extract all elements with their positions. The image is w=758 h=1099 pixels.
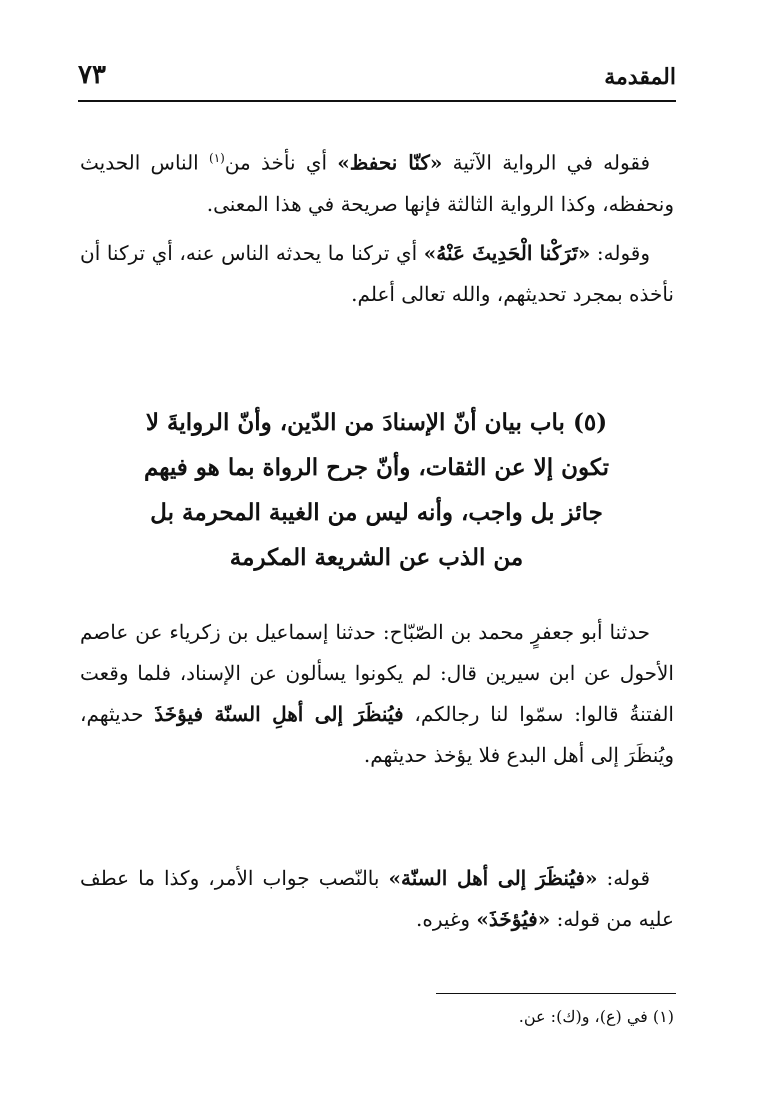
- text-run: أي نأخذ من: [224, 150, 338, 175]
- commentary-paragraph: [80, 858, 674, 940]
- quoted-phrase: «تَرَكْنا الْحَدِيثَ عَنْهُ»: [423, 240, 591, 265]
- text-run: حديثهم، ويُنظَرَ إلى أهل البدع فلا يؤخذ حديثهم.: [80, 702, 674, 767]
- running-title: المقدمة: [604, 64, 676, 90]
- commentary-paragraph: [80, 233, 674, 315]
- commentary-section: [80, 858, 674, 940]
- chapter-heading: (٥) باب بيان أنّ الإسنادَ من الدّين، وأنّ الروايةَ لا تكون إلا عن الثقات، وأنّ جرح الرواة بما هو فيهم جائز بل واجب، وأنه ليس من الغيبة المحرمة بل من الذب عن الشريعة المكرمة: [143, 409, 610, 571]
- hadith-section: [80, 612, 674, 776]
- hadith-paragraph: [80, 612, 674, 776]
- footnote-reference: (١): [209, 151, 225, 165]
- text-run: أي تركنا ما يحدثه الناس عنه، أي تركنا أن نأخذه بمجرد تحديثهم، والله تعالى أعلم.: [80, 240, 674, 306]
- text-run: وقوله:: [590, 240, 651, 265]
- emphasized-phrase: فيُنظَرَ إلى أهلِ السنّة فيؤخَذَ: [154, 702, 404, 726]
- text-run: وغيره.: [416, 907, 477, 931]
- commentary-paragraph: [80, 138, 674, 225]
- text-run: بالنّصب جواب الأمر، وكذا ما عطف عليه من قوله:: [80, 866, 674, 931]
- quoted-phrase: «فيُنظَرَ إلى أهل السنّة»: [388, 866, 598, 890]
- page-header: [78, 58, 676, 102]
- footnote: (١) في (ع)، و(ك): عن.: [518, 1007, 674, 1026]
- page-number: ٧٣: [78, 60, 106, 90]
- text-run: قوله:: [597, 866, 651, 890]
- text-run: فقوله في الرواية الآتية: [442, 150, 651, 175]
- quoted-phrase: «كنّا نحفظ»: [337, 150, 443, 175]
- text-run: الناس الحديث ونحفظه، وكذا الرواية الثالثة فإنها صريحة في هذا المعنى.: [80, 150, 674, 216]
- footnote-divider: [436, 993, 676, 994]
- quoted-phrase: «فيُؤخَذَ»: [476, 907, 551, 931]
- text-run: حدثنا أبو جعفرٍ محمد بن الصّبّاح: حدثنا إسماعيل بن زكرياء عن عاصم الأحول عن ابن سيرين قال: لم يكونوا يسألون عن الإسناد، فلما وقعت الفتنةُ قالوا: سمّوا لنا رجالكم،: [80, 620, 674, 726]
- commentary-section: [80, 138, 674, 315]
